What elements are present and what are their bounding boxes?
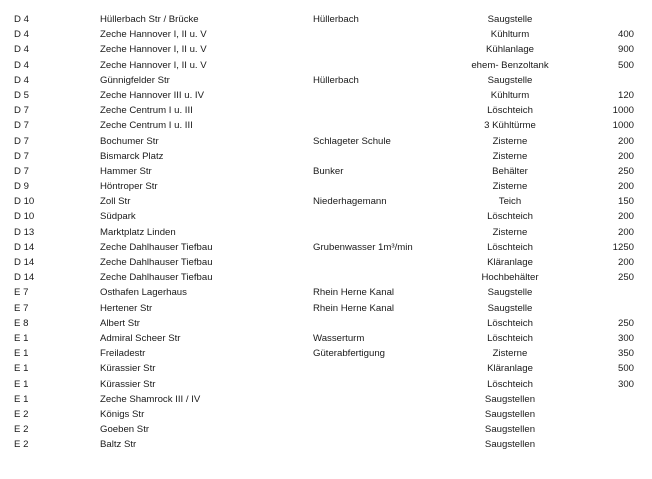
location-cell: Hammer Str [100,165,152,177]
type-cell: Zisterne [492,226,528,238]
type-cell: Zisterne [492,348,528,360]
table-row [0,42,652,57]
table-row [0,88,652,103]
grid-cell: E 7 [14,287,29,299]
type-cell: Löschteich [487,332,533,344]
type-cell: Löschteich [487,105,533,117]
location-cell: Zeche Hannover I, II u. V [100,44,207,56]
grid-cell: E 1 [14,393,29,405]
table-row [0,103,652,118]
grid-cell: D 4 [14,44,29,56]
table-row [0,346,652,361]
location-cell: Königs Str [100,408,145,420]
volume-cell: 200 [617,135,634,147]
grid-cell: E 7 [14,302,29,314]
grid-cell: D 14 [14,272,35,284]
type-cell: Kühlanlage [485,44,534,56]
type-cell: ehem- Benzoltank [471,59,549,71]
grid-cell: D 7 [14,150,29,162]
grid-cell: D 7 [14,135,29,147]
volume-cell: 120 [617,89,634,101]
location-cell: Südpark [100,211,136,223]
type-cell: Saugstelle [487,74,533,86]
type-cell: Kläranlage [487,257,533,268]
grid-cell: D 14 [14,257,35,268]
grid-cell: D 13 [14,226,35,238]
note-cell: Niederhagemann [313,196,387,208]
grid-cell: E 1 [14,363,29,375]
location-cell: Zeche Centrum I u. III [100,120,193,132]
type-cell: Löschteich [487,241,533,253]
location-cell: Freiladestr [100,348,146,360]
table-row [0,285,652,300]
table-row [0,377,652,392]
volume-cell: 500 [617,59,634,71]
location-cell: Bochumer Str [100,135,159,147]
location-cell: Marktplatz Linden [100,226,176,238]
volume-cell: 250 [617,317,634,329]
type-cell: Saugstellen [484,439,536,451]
location-cell: Zeche Hannover I, II u. V [100,29,207,41]
note-cell: Schlageter Schule [313,135,391,147]
type-cell: Saugstellen [484,393,536,405]
volume-cell: 200 [617,150,634,162]
location-cell: Osthafen Lagerhaus [100,287,187,299]
note-cell: Rhein Herne Kanal [313,287,395,299]
grid-cell: D 7 [14,105,29,117]
type-cell: Hochbehälter [481,272,539,284]
table-row [0,179,652,194]
type-cell: 3 Kühltürme [484,120,536,132]
table-row [0,58,652,73]
location-cell: Kürassier Str [100,378,156,390]
table-row [0,134,652,149]
volume-cell: 500 [617,363,634,375]
note-cell: Bunker [313,165,344,177]
volume-cell: 200 [617,181,634,193]
grid-cell: D 5 [14,89,29,101]
location-cell: Albert Str [100,317,140,329]
grid-cell: E 2 [14,424,29,436]
volume-cell: 250 [617,272,634,284]
type-cell: Saugstelle [487,302,533,314]
table-row [0,407,652,422]
table-row [0,255,652,270]
grid-cell: D 4 [14,29,29,41]
table-row [0,73,652,88]
type-cell: Teich [498,196,522,208]
location-cell: Zeche Dahlhauser Tiefbau [100,272,213,284]
location-cell: Hertener Str [100,302,153,314]
type-cell: Löschteich [487,317,533,329]
note-cell: Hüllerbach [313,74,359,86]
location-cell: Admiral Scheer Str [100,332,181,344]
note-cell: Rhein Herne Kanal [313,302,395,314]
location-cell: Baltz Str [100,439,137,451]
table-row [0,118,652,133]
location-cell: Günnigfelder Str [100,74,170,86]
note-cell: Güterabfertigung [313,348,385,360]
volume-cell: 350 [617,348,634,360]
table-row [0,225,652,240]
table-row [0,12,652,27]
volume-cell: 1250 [612,241,634,253]
location-cell: Zeche Centrum I u. III [100,105,193,117]
volume-cell: 200 [617,257,634,268]
grid-cell: D 10 [14,196,35,208]
grid-cell: D 4 [14,59,29,71]
volume-cell: 300 [617,332,634,344]
volume-cell: 200 [617,211,634,223]
location-cell: Bismarck Platz [100,150,164,162]
volume-cell: 200 [617,226,634,238]
type-cell: Löschteich [487,378,533,390]
type-cell: Behälter [492,165,528,177]
table-row [0,331,652,346]
table-row [0,194,652,209]
table-row [0,422,652,437]
table-row [0,164,652,179]
grid-cell: D 9 [14,181,29,193]
location-cell: Höntroper Str [100,181,158,193]
water-source-table [0,12,652,452]
grid-cell: D 7 [14,120,29,132]
grid-cell: D 14 [14,241,35,253]
type-cell: Löschteich [487,211,533,223]
type-cell: Kläranlage [487,363,533,375]
volume-cell: 1000 [612,120,634,132]
location-cell: Zeche Dahlhauser Tiefbau [100,257,213,268]
volume-cell: 300 [617,378,634,390]
location-cell: Kürassier Str [100,363,156,375]
type-cell: Saugstellen [484,424,536,436]
grid-cell: E 8 [14,317,29,329]
grid-cell: E 1 [14,332,29,344]
location-cell: Zeche Hannover III u. IV [100,89,204,101]
volume-cell: 250 [617,165,634,177]
note-cell: Grubenwasser 1m³/min [313,241,413,253]
grid-cell: D 4 [14,14,29,25]
grid-cell: E 2 [14,408,29,420]
type-cell: Zisterne [492,150,528,162]
table-row [0,361,652,376]
table-row [0,27,652,42]
table-row [0,301,652,316]
volume-cell: 400 [617,29,634,41]
location-cell: Zeche Hannover I, II u. V [100,59,207,71]
volume-cell: 150 [617,196,634,208]
table-row [0,392,652,407]
location-cell: Goeben Str [100,424,150,436]
grid-cell: D 10 [14,211,35,223]
type-cell: Saugstelle [487,14,533,25]
type-cell: Saugstelle [487,287,533,299]
type-cell: Kühlturm [490,29,530,41]
grid-cell: D 4 [14,74,29,86]
table-row [0,437,652,452]
location-cell: Zeche Shamrock III / IV [100,393,201,405]
volume-cell: 900 [617,44,634,56]
type-cell: Zisterne [492,135,528,147]
table-row [0,270,652,285]
table-row [0,240,652,255]
note-cell: Wasserturm [313,332,365,344]
table-row [0,316,652,331]
table-row [0,149,652,164]
type-cell: Saugstellen [484,408,536,420]
location-cell: Hüllerbach Str / Brücke [100,14,199,25]
grid-cell: D 7 [14,165,29,177]
type-cell: Zisterne [492,181,528,193]
type-cell: Kühlturm [490,89,530,101]
grid-cell: E 1 [14,348,29,360]
volume-cell: 1000 [612,105,634,117]
grid-cell: E 2 [14,439,29,451]
location-cell: Zoll Str [100,196,131,208]
table-row [0,209,652,224]
location-cell: Zeche Dahlhauser Tiefbau [100,241,213,253]
grid-cell: E 1 [14,378,29,390]
note-cell: Hüllerbach [313,14,359,25]
